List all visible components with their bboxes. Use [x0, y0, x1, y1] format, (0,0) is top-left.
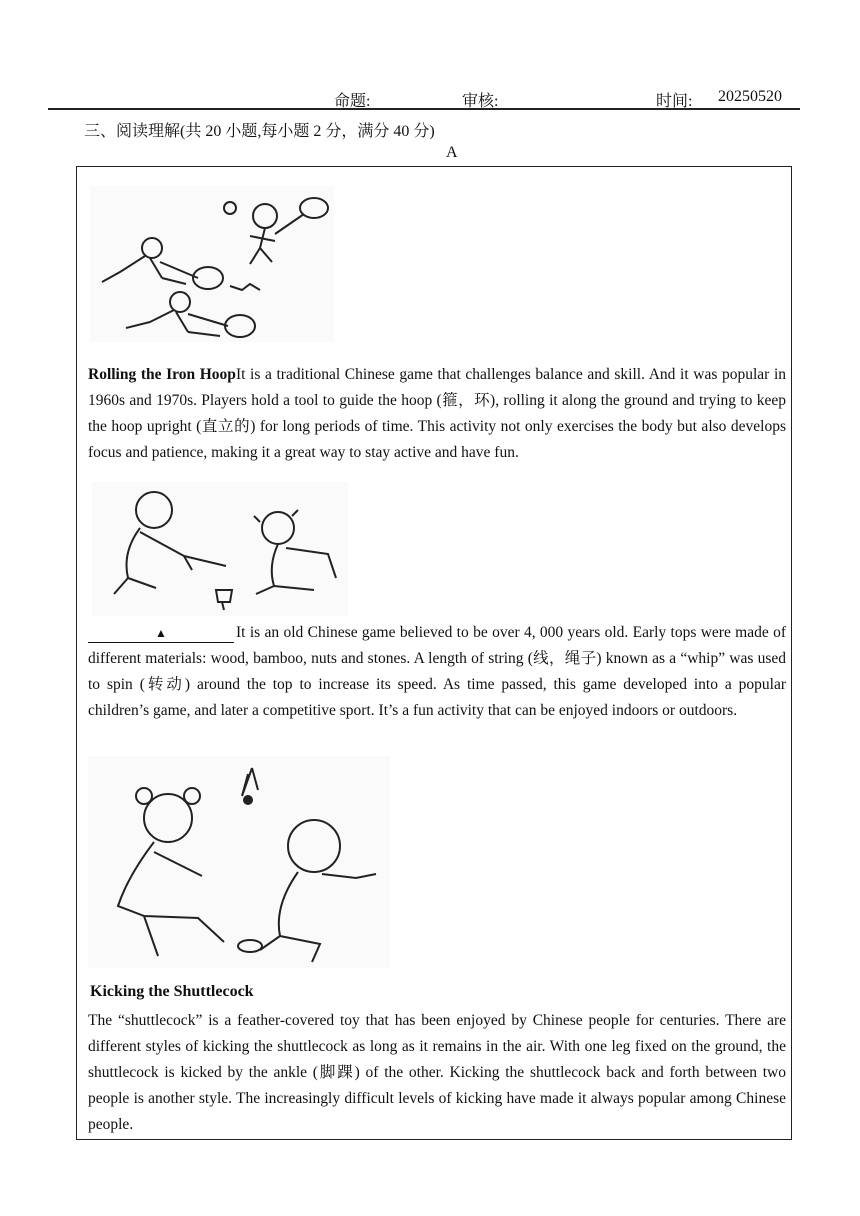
- blank-marker: ▲: [155, 626, 167, 640]
- passage-1-title: Rolling the Iron Hoop: [88, 366, 236, 383]
- passage-3: [88, 1008, 786, 1138]
- time-label: 时间:: [656, 93, 693, 110]
- passage-2-text: It is an old Chinese game believed to be over 4, 000 years old. Early tops were made of different materials: wood, bamboo, nuts and stones. A length of string (线，绳子) known as a “whip” was used to spin (转动) around the top to increase its speed. As time passed, this game developed into a popular children’s game, and later a competitive sport. It’s a fun activity that can be enjoyed indoors or outdoors.: [88, 624, 786, 719]
- passage-1: [88, 362, 786, 466]
- spinning-top-illustration: [92, 482, 348, 616]
- section-title: 三、阅读理解(共 20 小题,每小题 2 分，满分 40 分): [84, 123, 435, 140]
- passage-1-text: It is a traditional Chinese game that challenges balance and skill. And it was popular in 1960s and 1970s. Players hold a tool to guide the hoop (箍，环), rolling it along the ground and trying to keep the hoop upright (直立的) for long periods of time. This activity not only exercises the body but also develops focus and patience, making it a great way to stay active and have fun.: [88, 366, 786, 461]
- shuttlecock-illustration: [88, 756, 390, 968]
- passage-3-text: The “shuttlecock” is a feather-covered toy that has been enjoyed by Chinese people for centuries. There are different styles of kicking the shuttlecock as long as it remains in the air. With one leg fixed on the ground, the shuttlecock is kicked by the ankle (脚踝) of the other. Kicking the shuttlecock back and forth between two people is another style. The increasingly difficult levels of kicking have made it always popular among Chinese people.: [88, 1012, 786, 1133]
- setter-label: 命题:: [334, 93, 371, 110]
- passage-2: [88, 620, 786, 724]
- header-divider: [48, 108, 800, 110]
- time-value: 20250520: [718, 88, 782, 105]
- iron-hoop-illustration: [90, 186, 334, 342]
- answer-blank: [88, 624, 234, 643]
- part-label: A: [446, 144, 458, 161]
- passage-3-title: Kicking the Shuttlecock: [90, 983, 254, 1000]
- reviewer-label: 审核:: [462, 93, 499, 110]
